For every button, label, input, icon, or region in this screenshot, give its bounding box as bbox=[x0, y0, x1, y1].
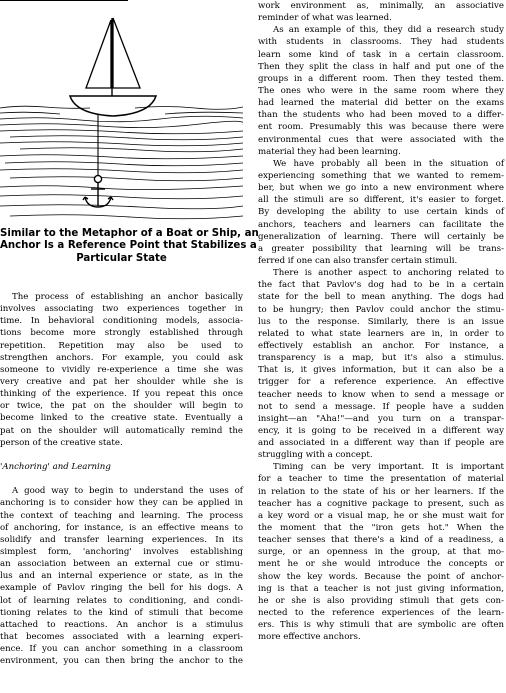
text-line: The ones who were in the same room where they bbox=[258, 85, 504, 96]
text-line: There is another aspect to anchoring related to bbox=[273, 268, 504, 279]
text-line: show the key words. Because the point of anchor- bbox=[258, 571, 504, 582]
text-line: solidify and transfer learning experiences. In its bbox=[0, 534, 243, 545]
text-line: transparency is a map, but it's also a stimulus. bbox=[258, 353, 504, 364]
text-line: very creative and pat her shoulder while she is bbox=[0, 376, 243, 387]
text-line: tioning relates to the kind of stimuli that become bbox=[0, 607, 243, 618]
right-sail bbox=[113, 18, 140, 88]
text-line: state for the bell to mean anything. The dogs had bbox=[258, 292, 504, 303]
text-line: That is, it gives information, but it can also be a bbox=[258, 365, 504, 376]
text-line: become linked to the creative state. Eventually a bbox=[0, 413, 243, 424]
text-line: attached to reactions. An anchor is a stimulus bbox=[0, 619, 243, 630]
text-line: generalization of learning. There will certainly be bbox=[258, 231, 504, 242]
text-line: groups in a different room. Then they tested them. bbox=[258, 73, 504, 84]
text-line: he or she is also providing stimuli that gets con- bbox=[258, 595, 504, 606]
text-line: ber, but when we go into a new environment where bbox=[258, 183, 504, 194]
text-line: thinking of the experience. If you repeat this once bbox=[0, 389, 243, 400]
text-line: We have probably all been in the situation of bbox=[273, 158, 504, 169]
text-line: lus to the response. Similarly, there is an issue bbox=[258, 316, 504, 327]
text-line: or twice, the pat on the shoulder will begin to bbox=[0, 401, 243, 412]
text-line: nected to the reference experiences of the learn- bbox=[258, 608, 504, 619]
text-line: ency, it is going to be received in a different way bbox=[258, 425, 504, 436]
text-line: with students in classrooms. They had students bbox=[258, 37, 504, 48]
text-line: teacher needs to know when to send a message or bbox=[258, 389, 504, 400]
text-line: than the students who had been moved to a differ- bbox=[258, 110, 504, 121]
text-line: reminder of what was learned. bbox=[258, 13, 392, 24]
anchor-icon bbox=[83, 175, 113, 207]
water-lines bbox=[0, 106, 243, 219]
text-line: anchoring is to consider how they can be applied in bbox=[0, 498, 243, 509]
caption-line: Similar to the Metaphor of a Boat or Ship, an bbox=[0, 228, 259, 239]
boat-anchor-illustration bbox=[0, 10, 243, 225]
text-line: anchors, teachers and learners can facilitate the bbox=[258, 219, 504, 230]
caption-line: Particular State bbox=[76, 252, 167, 264]
text-line: the moment that the "iron gets hot." When the bbox=[258, 523, 504, 534]
text-line: ent room. Presumably this was because there were bbox=[258, 122, 504, 133]
text-line: Timing can be very important. It is important bbox=[273, 462, 504, 473]
figure-caption bbox=[0, 228, 259, 265]
text-line: related to what state learners are in, in order to bbox=[258, 328, 504, 339]
text-line: ence. If you can anchor something in a classroom bbox=[0, 644, 243, 655]
text-line: example of Pavlov ringing the bell for his dogs. A bbox=[0, 583, 243, 594]
section-heading: 'Anchoring' and Learning bbox=[0, 461, 111, 472]
text-line: teacher senses that there's a kind of a readiness, a bbox=[258, 535, 504, 546]
text-line: had learned the material did better on the exams bbox=[258, 98, 504, 109]
text-line: ers. This is why stimuli that are symbolic are often bbox=[258, 620, 504, 631]
text-line: struggling with a concept. bbox=[258, 450, 373, 461]
text-line: person of the creative state. bbox=[0, 437, 123, 448]
text-line: experiencing something that we wanted to remem- bbox=[258, 170, 504, 181]
right-column-text bbox=[258, 0, 504, 643]
text-line: repetition. Repetition may also be used to bbox=[0, 340, 243, 351]
text-line: ferred if one can also transfer certain stimuli. bbox=[258, 255, 458, 266]
text-line: The process of establishing an anchor basically bbox=[12, 292, 243, 302]
right-column bbox=[258, 0, 504, 693]
text-line: strengthen anchors. For example, you could ask bbox=[0, 352, 243, 363]
text-line: environment, you can then bring the anchor to the bbox=[0, 656, 243, 667]
text-line: As an example of this, they did a research study bbox=[273, 25, 504, 36]
text-line: A good way to begin to understand the uses of bbox=[12, 486, 243, 497]
text-line: work environment as, minimally, an associative bbox=[258, 1, 504, 11]
text-line: insight—an "Aha!"—and you turn on a transpar- bbox=[258, 413, 504, 424]
text-line: to be hungry; then Pavlov could anchor the stimu- bbox=[258, 304, 504, 315]
text-line: and associated in a different way than if people are bbox=[258, 438, 504, 449]
text-line: time. In behavioral conditioning models, associa- bbox=[0, 316, 243, 327]
text-line: effectively establish an anchor. For instance, a bbox=[258, 340, 504, 351]
text-line: a key word or a visual map, he or she must wait for bbox=[258, 510, 504, 521]
text-line: of anchoring, for instance, is an effective means to bbox=[0, 522, 243, 533]
text-line: Then they split the class in half and put one of the bbox=[258, 61, 504, 72]
text-line: involves associating two experiences together in bbox=[0, 304, 243, 315]
text-line: environmental cues that were associated with the bbox=[258, 134, 504, 145]
text-line: someone to vividly re-experience a time she was bbox=[0, 364, 243, 375]
text-line: that becomes associated with a learning experi- bbox=[0, 631, 243, 642]
text-line: all the stimuli are so different, it's easier to forget. bbox=[258, 195, 504, 206]
paragraph-gap bbox=[0, 449, 243, 461]
caption-line: Anchor Is a Reference Point that Stabilizes a bbox=[0, 240, 257, 252]
text-line: for a teacher to time the presentation of material bbox=[258, 474, 504, 485]
text-line: the context of teaching and learning. The process bbox=[0, 510, 243, 521]
paragraph-gap bbox=[0, 473, 243, 485]
text-line: learn some kind of task in a certain classroom. bbox=[258, 49, 504, 60]
text-line: lot of learning relates to conditioning, and condi- bbox=[0, 595, 243, 606]
text-line: material they had been learning. bbox=[258, 146, 401, 157]
text-line: an association between an external cue or stimu- bbox=[0, 559, 243, 570]
text-line: surge, or an openness in the group, at that mo- bbox=[258, 547, 504, 558]
text-line: lus and an internal experience or state, as in the bbox=[0, 571, 243, 582]
text-line: simplest form, 'anchoring' involves establishing bbox=[0, 546, 243, 557]
text-line: tions become more strongly established through bbox=[0, 328, 243, 339]
text-line: By developing the ability to use certain kinds of bbox=[258, 207, 504, 218]
text-line: ing is that a teacher is not just giving information, bbox=[258, 583, 504, 594]
text-line: ment he or she would introduce the concepts or bbox=[258, 559, 504, 570]
text-line: not to send a message. If people have a sudden bbox=[258, 401, 504, 412]
text-line: a greater possibility that learning will be trans- bbox=[258, 243, 504, 254]
text-line: teacher has a cognitive package to present, such as bbox=[258, 498, 504, 509]
left-column-text bbox=[0, 291, 243, 667]
text-line: in relation to the state of his or her learners. If the bbox=[258, 486, 504, 497]
left-sail bbox=[86, 20, 111, 88]
text-line: trigger for a reference experience. An effective bbox=[258, 377, 504, 388]
text-line: more effective anchors. bbox=[258, 632, 361, 643]
hull bbox=[70, 96, 156, 116]
text-line: the fact that Pavlov's dog had to be in a certain bbox=[258, 280, 504, 291]
text-line: pat on the shoulder will automatically remind the bbox=[0, 425, 243, 436]
